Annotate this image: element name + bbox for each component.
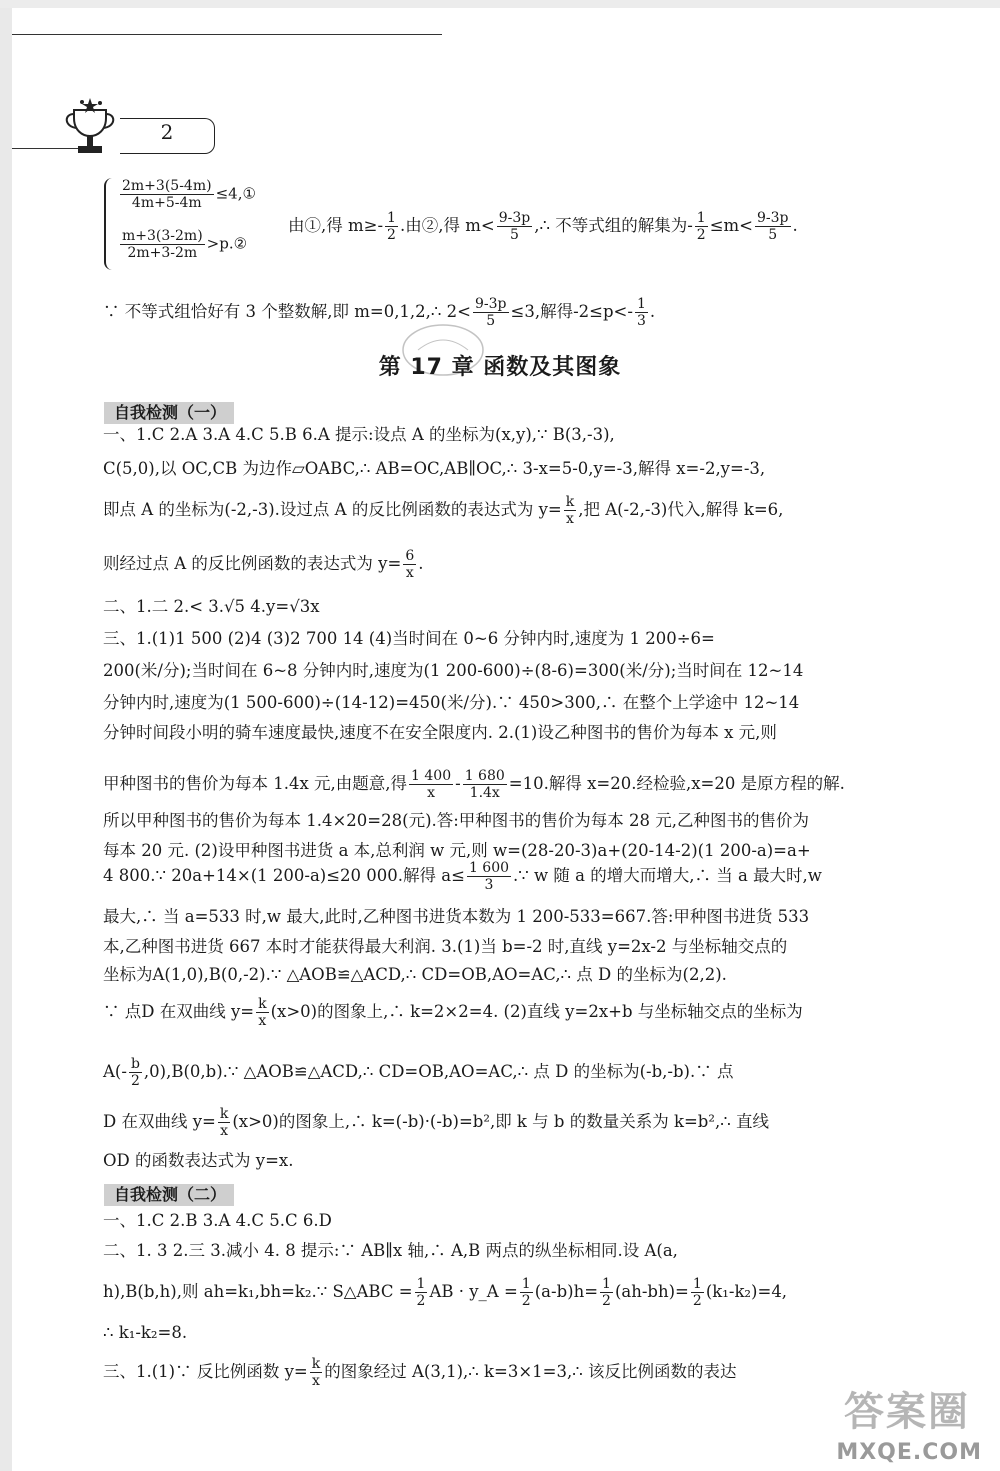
s1-line-15: 本,乙种图书进货 667 本时才能获得最大利润. 3.(1)当 b=-2 时,直线 y=2x-2 与坐标轴交点的	[103, 937, 788, 956]
watermark-logo: 答案圈	[844, 1389, 970, 1435]
system-eq1: $\frac{2m+3(5-4m)}{4m+5-4m}$ ≤4,①	[122, 178, 256, 211]
trophy-icon	[60, 96, 120, 160]
s1-line-19: D 在双曲线 y= $\frac{k}{x}$ (x>0)的图象上,∴ k=(-b)·(-b)=b²,即 k 与 b 的数量关系为 k=b²,∴ 直线	[103, 1106, 769, 1139]
s1-line-14: 最大,∴ 当 a=533 时,w 最大,此时,乙种图书进货本数为 1 200-533=667.答:甲种图书进货 533	[103, 907, 810, 926]
header-rule	[12, 34, 442, 35]
s2-line-1: 一、1.C 2.B 3.A 4.C 5.C 6.D	[103, 1211, 332, 1230]
s1-line-11: 所以甲种图书的售价为每本 1.4×20=28(元).答:甲种图书的售价为每本 28 元,乙种图书的售价为	[103, 811, 810, 830]
s1-line-6: 三、1.(1)1 500 (2)4 (3)2 700 14 (4)当时间在 0~6 分钟内时,速度为 1 200÷6=	[103, 629, 715, 648]
system-brace	[104, 178, 116, 270]
s1-line-4: 则经过点 A 的反比例函数的表达式为 y= $\frac{6}{x}$ .	[103, 548, 424, 581]
s1-line-9: 分钟时间段小明的骑车速度最快,速度不在安全限度内. 2.(1)设乙种图书的售价为每本 x 元,则	[103, 723, 777, 742]
s1-line-10: 甲种图书的售价为每本 1.4x 元,由题意,得 $\frac{1 400}{x}$ - $\frac{1 680}{1.4x}$ =10.解得 x=20.经检验,x=20 是原方程的解.	[103, 768, 845, 801]
section-tag-1: 自我检测（一）	[104, 402, 234, 424]
s2-line-5: 三、1.(1)∵ 反比例函数 y= $\frac{k}{x}$ 的图象经过 A(3,1),∴ k=3×1=3,∴ 该反比例函数的表达	[103, 1356, 737, 1389]
s1-line-7: 200(米/分);当时间在 6~8 分钟内时,速度为(1 200-600)÷(8-6)=300(米/分);当时间在 12~14	[103, 661, 804, 680]
s1-line-13: 4 800.∵ 20a+14×(1 200-a)≤20 000.解得 a≤ $\frac{1 600}{3}$ .∵ w 随 a 的增大而增大,∴ 当 a 最大时,w	[103, 860, 822, 893]
chapter-title: 第 17 章 函数及其图象	[378, 355, 622, 380]
s1-line-16: 坐标为A(1,0),B(0,-2).∵ △AOB≌△ACD,∴ CD=OB,AO=AC,∴ 点 D 的坐标为(2,2).	[103, 965, 727, 984]
s2-line-4: ∴ k₁-k₂=8.	[103, 1323, 188, 1342]
s1-line-5: 二、1.二 2.< 3.√5 4.y=√3x	[103, 597, 320, 616]
integer-solutions-line: ∵ 不等式组恰好有 3 个整数解,即 m=0,1,2,∴ 2< $\frac{9-3p}{5}$ ≤3,解得-2≤p<- $\frac{1}{3}$ .	[103, 296, 656, 329]
system-eq2: $\frac{m+3(3-2m)}{2m+3-2m}$ >p.②	[122, 228, 248, 261]
s1-line-8: 分钟内时,速度为(1 500-600)÷(14-12)=450(米/分).∵ 450>300,∴ 在整个上学途中 12~14	[103, 693, 800, 712]
s1-line-3: 即点 A 的坐标为(-2,-3).设过点 A 的反比例函数的表达式为 y= $\frac{k}{x}$ ,把 A(-2,-3)代入,解得 k=6,	[103, 494, 784, 527]
s1-line-1: 一、1.C 2.A 3.A 4.C 5.B 6.A 提示:设点 A 的坐标为(x,y),∵ B(3,-3),	[103, 425, 615, 444]
watermark-text: MXQE.COM	[836, 1440, 982, 1465]
s1-line-12: 每本 20 元. (2)设甲种图书进货 a 本,总利润 w 元,则 w=(28-20-3)a+(20-14-2)(1 200-a)=a+	[103, 841, 811, 860]
scan-edge	[0, 0, 12, 1471]
scan-edge-top	[0, 0, 1000, 8]
s1-line-17: ∵ 点D 在双曲线 y= $\frac{k}{x}$ (x>0)的图象上,∴ k=2×2=4. (2)直线 y=2x+b 与坐标轴交点的坐标为	[103, 996, 803, 1029]
system-solution: 由①,得 m≥- $\frac{1}{2}$ .由②,得 m< $\frac{9-3p}{5}$ ,∴ 不等式组的解集为- $\frac{1}{2}$ ≤m< $\frac{9-3p}{5}$ .	[288, 210, 798, 243]
s1-line-18: A(- $\frac{b}{2}$ ,0),B(0,b).∵ △AOB≌△ACD,∴ CD=OB,AO=AC,∴ 点 D 的坐标为(-b,-b).∵ 点	[103, 1056, 734, 1089]
s2-line-2: 二、1. 3 2.三 3.减小 4. 8 提示:∵ AB∥x 轴,∴ A,B 两点的纵坐标相同.设 A(a,	[103, 1241, 678, 1260]
s1-line-20: OD 的函数表达式为 y=x.	[103, 1151, 294, 1170]
section-tag-2: 自我检测（二）	[104, 1184, 234, 1206]
page-number: 2	[160, 120, 174, 144]
s2-line-3: h),B(b,h),则 ah=k₁,bh=k₂.∵ S△ABC = $\frac{1}{2}$ AB · y_A = $\frac{1}{2}$ (a-b)h= $\frac{1}{2}$ (ah-bh)= $\frac{1}{2}$ (k₁-k₂)=4,	[103, 1276, 788, 1309]
s1-line-2: C(5,0),以 OC,CB 为边作▱OABC,∴ AB=OC,AB∥OC,∴ 3-x=5-0,y=-3,解得 x=-2,y=-3,	[103, 459, 766, 478]
